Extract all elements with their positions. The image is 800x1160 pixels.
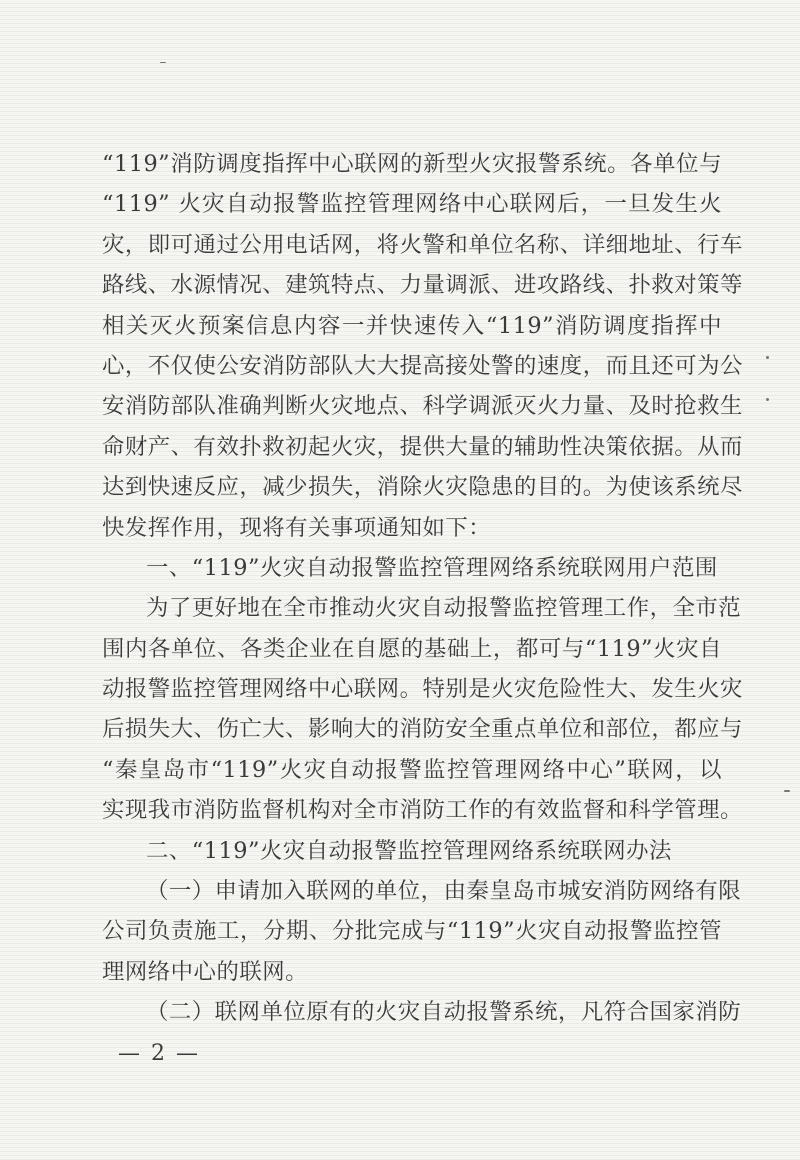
paragraph (102, 831, 722, 871)
text-line: （一）申请加入联网的单位，由秦皇岛市城安消防网络有限 (146, 878, 742, 905)
scan-speck (766, 398, 769, 401)
text-line: “秦皇岛市“119”火灾自动报警监控管理网络中心”联网，以 (102, 756, 722, 783)
paragraph (102, 992, 742, 1032)
text-line: 一、“119”火灾自动报警监控管理网络系统联网用户范围 (146, 554, 718, 581)
text-line: 后损失大、伤亡大、影响大的消防安全重点单位和部位，都应与 (102, 716, 743, 743)
text-line: 灾，即可通过公用电话网，将火警和单位名称、详细地址、行车 (102, 231, 743, 258)
scan-speck (160, 62, 166, 63)
page-number: — 2 — (118, 1041, 200, 1066)
text-line: 理网络中心的联网。 (102, 958, 309, 985)
text-line: 相关灭火预案信息内容一并快速传入“119”消防调度指挥中 (102, 312, 722, 339)
text-line: 二、“119”火灾自动报警监控管理网络系统联网办法 (146, 837, 672, 864)
paragraph (102, 871, 742, 992)
text-line: 命财产、有效扑救初起火灾，提供大量的辅助性决策依据。从而 (102, 433, 743, 460)
text-line: 达到快速反应，减少损失，消除火灾隐患的目的。为使该系统尽 (102, 474, 743, 501)
text-line: “119”消防调度指挥中心联网的新型火灾报警系统。各单位与 (102, 151, 722, 177)
text-line: 围内各单位、各类企业在自愿的基础上，都可与“119”火灾自 (102, 635, 722, 662)
scan-speck (784, 790, 790, 792)
text-line: 公司负责施工，分期、分批完成与“119”火灾自动报警监控管 (102, 918, 722, 945)
text-line: 心，不仅使公安消防部队大大提高接处警的速度，而且还可为公 (102, 352, 743, 379)
text-line: 实现我市消防监督机构对全市消防工作的有效监督和科学管理。 (102, 797, 743, 824)
text-line: （二）联网单位原有的火灾自动报警系统，凡符合国家消防 (146, 999, 742, 1026)
text-line: 快发挥作用，现将有关事项通知如下： (102, 514, 492, 541)
text-line: 路线、水源情况、建筑特点、力量调派、进攻路线、扑救对策等 (102, 272, 743, 299)
paragraph (102, 588, 743, 830)
text-line: 安消防部队准确判断火灾地点、科学调派灭火力量、及时抢救生 (102, 393, 743, 420)
scan-speck (766, 356, 769, 359)
text-line: “119” 火灾自动报警监控管理网络中心联网后，一旦发生火 (102, 191, 722, 218)
body-text (102, 144, 743, 1033)
text-line: 为了更好地在全市推动火灾自动报警监控管理工作，全市范 (146, 595, 742, 622)
paragraph (102, 548, 722, 588)
paragraph (102, 144, 743, 548)
text-line: 动报警监控管理网络中心联网。特别是火灾危险性大、发生火灾 (102, 676, 743, 703)
